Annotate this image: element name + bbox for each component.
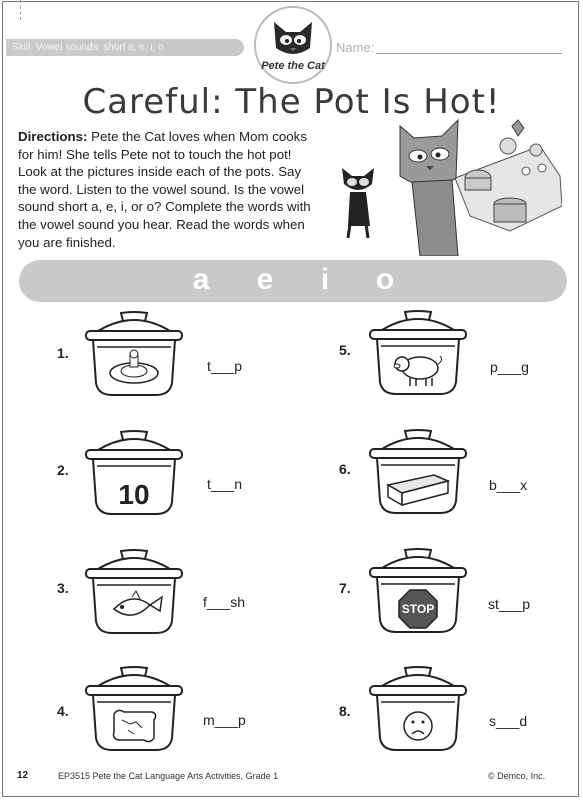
item-5-number: 5. bbox=[339, 342, 351, 358]
name-label: Name: bbox=[336, 40, 375, 55]
item-2-word[interactable]: t___n bbox=[207, 476, 243, 492]
pot-5 bbox=[368, 308, 468, 398]
item-6-number: 6. bbox=[339, 461, 351, 477]
directions bbox=[18, 128, 320, 251]
pot-6 bbox=[368, 427, 468, 517]
item-4-word[interactable]: m___p bbox=[203, 712, 246, 728]
item-3-word[interactable]: f___sh bbox=[203, 594, 246, 610]
logo-text: Pete the Cat bbox=[261, 60, 325, 72]
item-1-number: 1. bbox=[57, 345, 69, 361]
page-number: 12 bbox=[17, 770, 29, 781]
item-8-number: 8. bbox=[339, 703, 351, 719]
item-7-word[interactable]: st___p bbox=[488, 596, 531, 612]
pete-and-mom-illustration bbox=[330, 116, 562, 261]
pot-7 bbox=[368, 546, 468, 636]
item-4-number: 4. bbox=[57, 703, 69, 719]
item-7-number: 7. bbox=[339, 580, 351, 596]
cut-line bbox=[20, 0, 21, 20]
directions-text: Pete the Cat loves when Mom cooks for him! She tells Pete not to touch the hot pot! Look at the pictures inside each of the pots. Say the word. Listen to the vowel sound. Is the vowel sound short a, e, i, or o? Complete the words with the vowel sound you hear. Read the words when you are finished. bbox=[18, 129, 311, 250]
pot-2 bbox=[84, 428, 184, 518]
ten-icon: 10 bbox=[118, 479, 150, 510]
item-5-word[interactable]: p___g bbox=[490, 359, 529, 375]
svg-text:STOP: STOP bbox=[401, 602, 435, 616]
vowel-a: a bbox=[192, 263, 210, 296]
item-8-word[interactable]: s___d bbox=[489, 713, 528, 729]
item-2-number: 2. bbox=[57, 462, 69, 478]
item-6-word[interactable]: b___x bbox=[489, 477, 528, 493]
vowel-i: i bbox=[320, 263, 330, 296]
pete-the-cat-logo bbox=[254, 6, 332, 84]
item-1-word[interactable]: t___p bbox=[207, 358, 243, 374]
vowel-o: o bbox=[375, 263, 395, 296]
stop-sign-icon bbox=[399, 590, 437, 628]
pot-1 bbox=[84, 309, 184, 399]
item-3-number: 3. bbox=[57, 580, 69, 596]
pot-4 bbox=[84, 664, 184, 754]
page-title: Careful: The Pot Is Hot! bbox=[82, 82, 501, 122]
name-line[interactable] bbox=[376, 53, 562, 54]
skill-bar: Skill: Vowel sounds: short a, e, i, o bbox=[6, 39, 244, 56]
book-title: EP3515 Pete the Cat Language Arts Activities, Grade 1 bbox=[58, 771, 279, 781]
pot-3 bbox=[84, 547, 184, 637]
map-icon bbox=[114, 710, 156, 741]
pot-8 bbox=[368, 664, 468, 754]
directions-label: Directions: bbox=[18, 129, 88, 144]
vowel-bank-bar bbox=[19, 260, 567, 302]
copyright: © Demco, Inc. bbox=[488, 771, 546, 781]
vowel-e: e bbox=[256, 263, 274, 296]
sad-face-icon bbox=[404, 712, 432, 740]
